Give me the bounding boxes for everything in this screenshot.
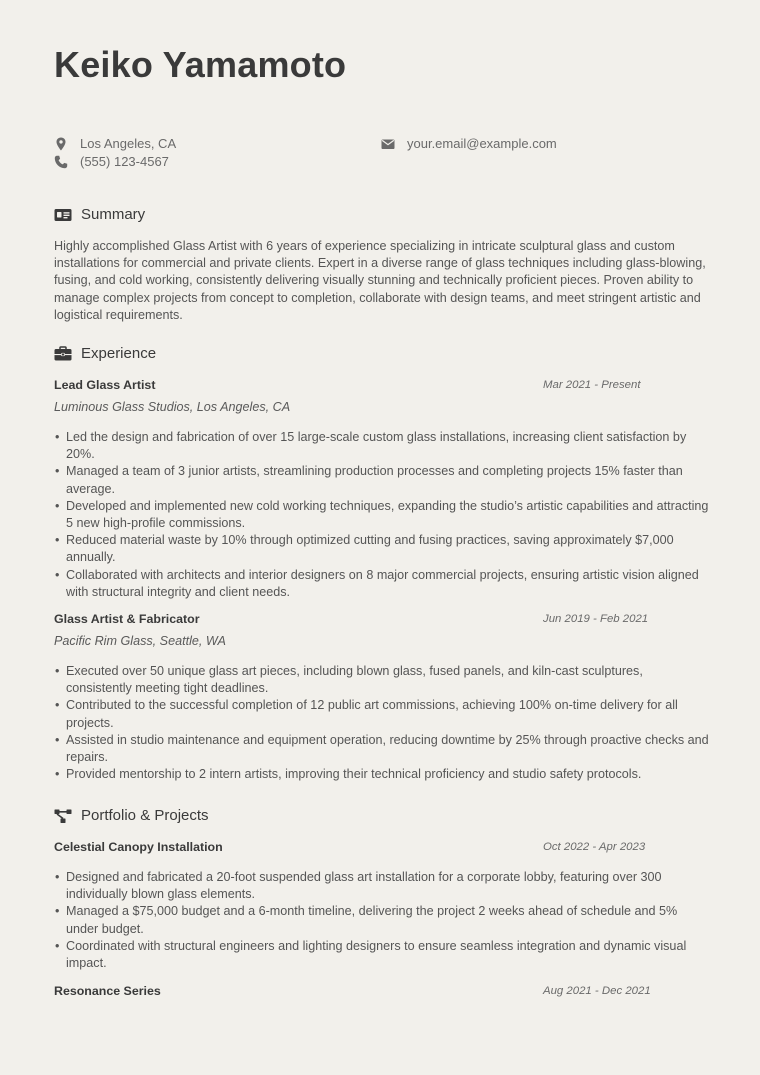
list-item: • Managed a $75,000 budget and a 6-month timeline, delivering the project 2 weeks ahead of schedule and 5% under budget. xyxy=(54,903,710,937)
job-title: Glass Artist & Fabricator xyxy=(54,612,200,626)
phone-text: (555) 123-4567 xyxy=(80,154,169,169)
experience-heading xyxy=(54,345,156,362)
project-date: Oct 2022 - Apr 2023 xyxy=(543,841,646,853)
list-item: • Collaborated with architects and interior designers on 8 major commercial projects, ensuring artistic vision aligned with structural integrity and client needs. xyxy=(54,567,710,601)
list-item: • Led the design and fabrication of over 15 large-scale custom glass installations, increasing client satisfaction by 20%. xyxy=(54,429,710,463)
phone-icon xyxy=(54,155,68,169)
candidate-name: Keiko Yamamoto xyxy=(54,44,347,85)
job-bullets xyxy=(54,429,710,601)
job-title: Lead Glass Artist xyxy=(54,378,156,392)
portfolio-heading xyxy=(54,807,209,824)
project-bullets xyxy=(54,869,710,972)
id-card-icon xyxy=(54,207,72,223)
briefcase-icon xyxy=(54,346,72,362)
job-date: Mar 2021 - Present xyxy=(543,379,641,391)
list-item: • Executed over 50 unique glass art pieces, including blown glass, fused panels, and kiln-cast sculptures, consistently meeting tight deadlines. xyxy=(54,663,710,697)
map-marker-icon xyxy=(54,137,68,151)
summary-heading xyxy=(54,206,145,223)
job-date: Jun 2019 - Feb 2021 xyxy=(543,613,649,625)
job-company: Pacific Rim Glass, Seattle, WA xyxy=(54,634,226,648)
contact-location xyxy=(54,136,176,151)
list-item: • Assisted in studio maintenance and equipment operation, reducing downtime by 25% through proactive checks and repairs. xyxy=(54,732,710,766)
list-item: • Managed a team of 3 junior artists, streamlining production processes and completing projects 15% faster than average. xyxy=(54,463,710,497)
envelope-icon xyxy=(381,137,395,151)
contact-email xyxy=(381,136,557,151)
experience-title: Experience xyxy=(81,345,157,362)
list-item: • Provided mentorship to 2 intern artists, improving their technical proficiency and studio safety protocols. xyxy=(54,766,710,783)
list-item: • Coordinated with structural engineers and lighting designers to ensure seamless integration and dynamic visual impact. xyxy=(54,938,710,972)
list-item: • Developed and implemented new cold working techniques, expanding the studio’s artistic capabilities and attracting 5 new high-profile commissions. xyxy=(54,498,710,532)
portfolio-title: Portfolio & Projects xyxy=(81,807,209,824)
job-company: Luminous Glass Studios, Los Angeles, CA xyxy=(54,400,291,414)
summary-text: Highly accomplished Glass Artist with 6 years of experience specializing in intricate sculptural glass and custom installations for commercial and private clients. Expert in a diverse range of glass techniques including glass-blowing, fusing, and cold working, consistently delivering visually stunning and technically proficient pieces. Proven ability to manage complex projects from concept to completion, collaborate with design teams, and meet stringent artistic and logistical requirements. xyxy=(54,239,706,322)
project-title: Resonance Series xyxy=(54,984,161,998)
list-item: • Contributed to the successful completion of 12 public art commissions, achieving 100% on-time delivery for all projects. xyxy=(54,697,710,731)
email-link[interactable]: your.email@example.com xyxy=(407,136,557,151)
contact-phone xyxy=(54,154,169,169)
diagram-icon xyxy=(54,808,72,824)
location-text: Los Angeles, CA xyxy=(80,136,177,151)
list-item: • Designed and fabricated a 20-foot suspended glass art installation for a corporate lobby, featuring over 300 individually blown glass elements. xyxy=(54,869,710,903)
project-date: Aug 2021 - Dec 2021 xyxy=(543,985,651,997)
project-title: Celestial Canopy Installation xyxy=(54,840,223,854)
list-item: • Reduced material waste by 10% through optimized cutting and fusing practices, saving approximately $7,000 annually. xyxy=(54,532,710,566)
summary-title: Summary xyxy=(81,206,146,223)
job-bullets xyxy=(54,663,710,783)
